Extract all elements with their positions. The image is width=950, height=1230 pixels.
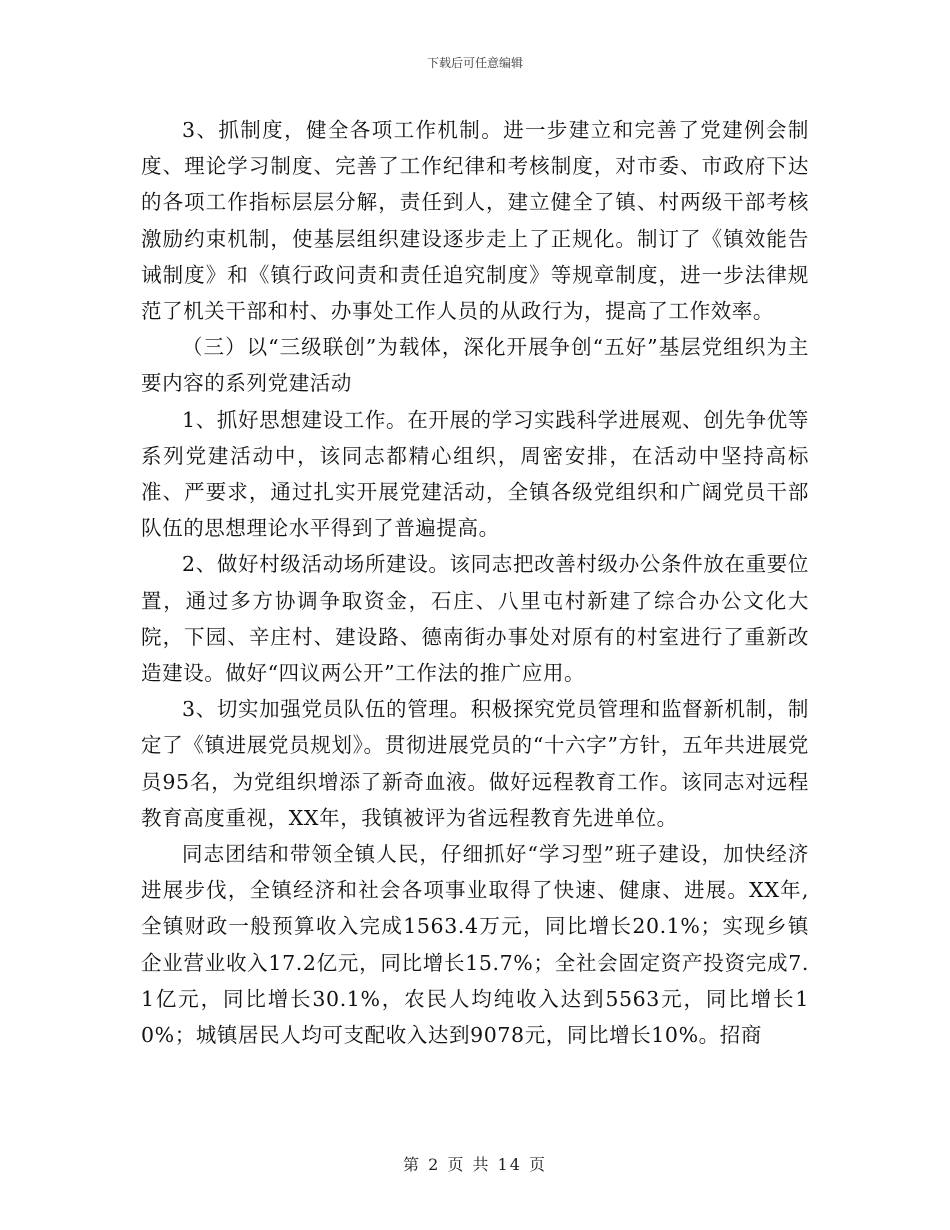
paragraph-village-venues: 2、做好村级活动场所建设。该同志把改善村级办公条件放在重要位置，通过多方协调争取资金，石庄、八里屯村新建了综合办公文化大院，下园、辛庄村、建设路、德南街办事处对原有的村室进行了重新改造建设。做好“四议两公开”工作法的推广应用。: [141, 552, 809, 686]
page-header: 下载后可任意编辑: [426, 56, 523, 70]
paragraph-party-member-management: 3、切实加强党员队伍的管理。积极探究党员管理和监督新机制，制定了《镇进展党员规划》。贯彻进展党员的“十六字”方针，五年共进展党员95名，为党组织增添了新奇血液。做好远程教育工作。该同志对远程教育高度重视，XX年，我镇被评为省远程教育先进单位。: [141, 697, 809, 830]
page-footer: 第 2 页 共 14 页: [403, 1155, 547, 1174]
section-heading-three: （三）以“三级联创”为载体，深化开展争创“五好”基层党组织为主要内容的系列党建活动: [141, 335, 809, 396]
paragraph-economic-development: 同志团结和带领全镇人民，仔细抓好“学习型”班子建设，加快经济进展步伐，全镇经济和社会各项事业取得了快速、健康、进展。XX年,全镇财政一般预算收入完成1563.4万元，同比增长20.1%；实现乡镇企业营业收入17.2亿元，同比增长15.7%；全社会固定资产投资完成7.1亿元，同比增长30.1%，农民人均纯收入达到5563元，同比增长10%；城镇居民人均可支配收入达到9078元，同比增长10%。招商: [141, 842, 809, 1048]
paragraph-system-building: 3、抓制度，健全各项工作机制。进一步建立和完善了党建例会制度、理论学习制度、完善了工作纪律和考核制度，对市委、市政府下达的各项工作指标层层分解，责任到人，建立健全了镇、村两级干部考核激励约束机制，使基层组织建设逐步走上了正规化。制订了《镇效能告诫制度》和《镇行政问责和责任追究制度》等规章制度，进一步法律规范了机关干部和村、办事处工作人员的从政行为，提高了工作效率。: [141, 118, 809, 324]
document-body: [141, 112, 809, 1053]
paragraph-ideological-building: 1、抓好思想建设工作。在开展的学习实践科学进展观、创先争优等系列党建活动中，该同志都精心组织，周密安排，在活动中坚持高标准、严要求，通过扎实开展党建活动，全镇各级党组织和广阔党员干部队伍的思想理论水平得到了普遍提高。: [141, 407, 809, 541]
